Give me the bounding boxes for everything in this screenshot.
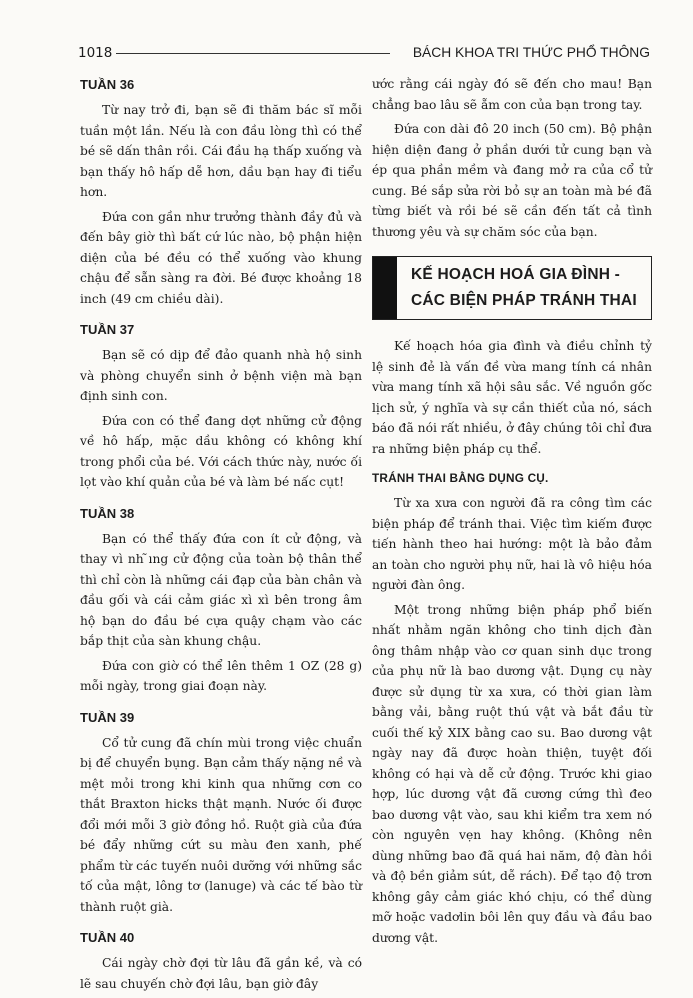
week-36-paragraph-1: Từ nay trở đi, bạn sẽ đi thăm bác sĩ mỗi tuần một lần. Nếu là con đầu lòng thì có thể bé sẽ dấn thân rồi. Cái đầu hạ thấp xuống và bạn thấy hô hấp dễ hơn, dầu bạn hay đi tiểu hơn. [80,103,362,199]
week-38-paragraph-1: Bạn có thể thấy đứa con ít cử động, và thay vì nh ̃ıng cử động của toàn bộ thân thể thì chỉ còn là những cái đạp của bàn chân và đầu gối và cái cảm giác xì xì bên trong âm hộ bạn do đầu bé cựa quậy chạm vào các bắp thịt của sàn khung chậu. [80,531,362,648]
week-40-length-paragraph: Đứa con dài đô 20 inch (50 cm). Bộ phận hiện diện đang ở phần dưới tử cung bạn và ép qua phần mềm và đang mở ra của cổ tử cung. Bé sắp sửa rời bỏ sự an toàn mà bé đã từng biết và rồi bé sẽ cần đến tất cả tình thương yêu và sự chăm sóc của bạn. [372,122,652,239]
section-title [397,257,651,319]
section-title-box [372,256,652,320]
contraception-tools-subheading: TRÁNH THAI BẰNG DỤNG CỤ. [372,471,549,485]
week-37-heading: TUẦN 37 [80,322,135,337]
week-38-heading: TUẦN 38 [80,505,135,521]
week-39-paragraph-1: Cổ tử cung đã chín mùi trong việc chuẩn bị để chuyển bụng. Bạn cảm thấy nặng nề và mệt mỏi trong khi kinh qua những cơn co thắt Braxton hicks thật mạnh. Nước ối được đổi mới mỗi 3 giờ đồng hồ. Ruột già của đứa bé đẩy những cứt su màu đen xanh, phế phẩm từ các tuyến nuôi dưỡng với những sắc tố của mật, lông tơ (lanuge) và các tế bào từ thành ruột già. [80,735,362,914]
page-number: 1018 [78,45,113,61]
week-36-heading: TUẦN 36 [80,77,135,92]
week-40-heading: TUẦN 40 [80,930,135,945]
week-37-paragraph-1: Bạn sẽ có dịp để đảo quanh nhà hộ sinh và phòng chuyển sinh ở bệnh viện mà bạn định sinh con. [80,348,362,403]
section-marker [373,257,397,319]
section-title-line-2: CÁC BIỆN PHÁP TRÁNH THAI [411,292,637,309]
left-column [80,76,362,998]
header-rule [116,53,390,54]
contraception-tools-paragraph: Từ xa xưa con người đã ra công tìm các biện pháp để tránh thai. Việc tìm kiếm được tiến hành theo hai hướng: một là bảo đảm an toàn cho người phụ nữ, hai là vô hiệu hóa người đàn ông. [372,496,652,592]
running-title: BÁCH KHOA TRI THỨC PHỔ THÔNG [412,45,650,60]
week-37-paragraph-2: Đứa con có thể đang dợt những cử động về hô hấp, mặc dầu không có không khí trong phổi của bé. Với cách thức này, nước ối lọt vào khí quản của bé và làm bé nấc cụt! [80,413,362,489]
section-title-line-1: KẾ HOẠCH HOÁ GIA ĐÌNH - [411,266,620,283]
right-column [372,74,652,952]
page-header [78,44,650,64]
family-planning-intro: Kế hoạch hóa gia đình và điều chỉnh tỷ lệ sinh đẻ là vấn đề vừa mang tính cá nhân vừa mang tính xã hội sâu sắc. Về nguồn gốc lịch sử, ý nghĩa và sự cần thiết của nó, sách báo đã nói rất nhiều, ở đây chúng tôi chỉ đưa ra những biện pháp cụ thể. [372,339,652,456]
week-36-paragraph-2: Đứa con gần như trưởng thành đầy đủ và đến bây giờ thì bất cứ lúc nào, bộ phận hiện diện của bé đều có thể xuống vào khung chậu để sẵn sàng ra đời. Bé được khoảng 18 inch (49 cm chiều dài). [80,209,362,306]
week-40-paragraph-1: Cái ngày chờ đợi từ lâu đã gần kề, và có lẽ sau chuyến chờ đợi lâu, bạn giờ đây [80,956,362,991]
condom-paragraph: Một trong những biện pháp phổ biến nhất nhằm ngăn không cho tinh dịch đàn ông thâm nhập vào cơ quan sinh dục trong của phụ nữ là bao dương vật. Dụng cụ này được sử dụng từ xa xưa, có thời gian làm bằng vải, bằng ruột thú vật và bắt đầu từ cuối thế kỷ XIX bằng cao su. Bao dương vật ngày nay đã được hoàn thiện, tuyệt đối không có hại và dễ cử động. Trước khi giao hợp, lúc dương vật đã cương cứng thì đeo bao dương vật vào, sau khi kiểm tra xem nó còn nguyên vẹn hay không. (Không nên dùng những bao đã quá hai năm, độ đàn hồi và độ bền giảm sút, dễ rách). Để tạo độ trơn không gây cảm giác khó chịu, có thể dùng mỡ hoặc vadơlin bôi lên quy đầu và đầu bao dương vật. [372,602,652,945]
week-39-heading: TUẦN 39 [80,709,135,725]
week-38-paragraph-2: Đứa con giờ có thể lên thêm 1 OZ (28 g) mỗi ngày, trong giai đoạn này. [80,658,362,693]
week-40-continuation: ước rằng cái ngày đó sẽ đến cho mau! Bạn chẳng bao lâu sẽ ẵm con của bạn trong tay. [372,77,652,112]
